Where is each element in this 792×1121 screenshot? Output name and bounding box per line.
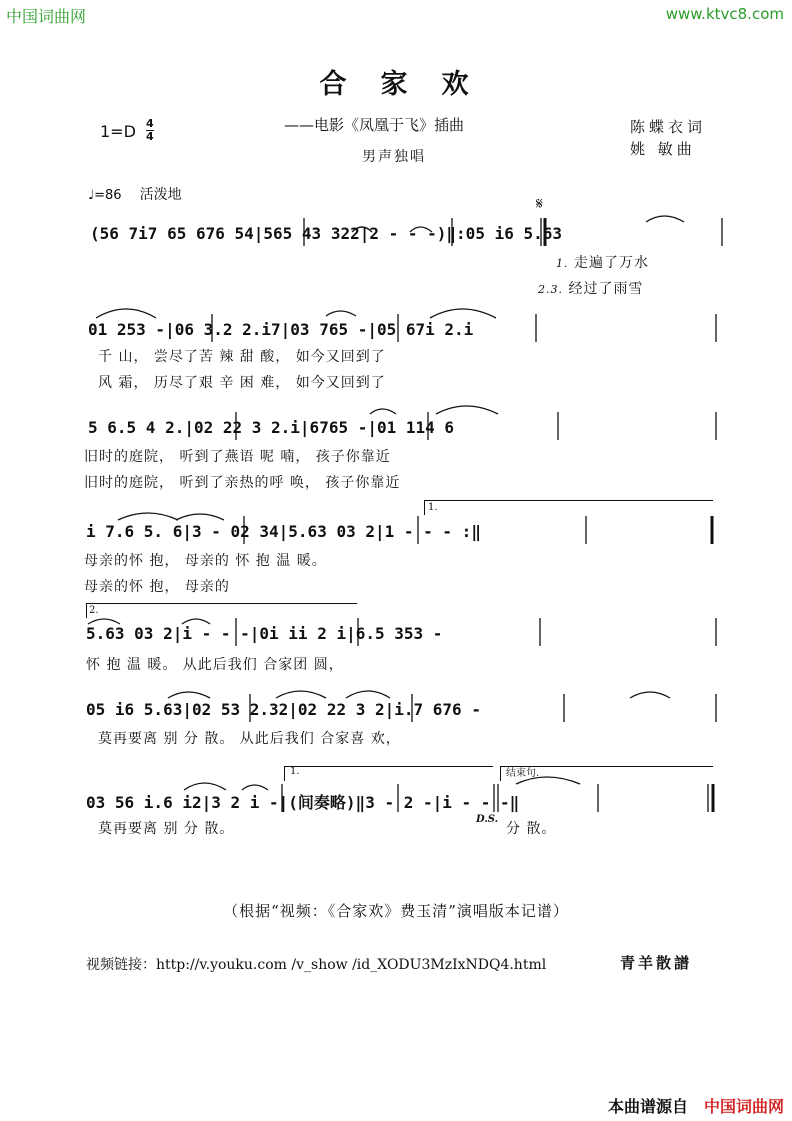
lyric-line-5: 怀 抱 温 暖。 从此后我们 合家团 圆， bbox=[86, 657, 344, 673]
verse-number: 1. bbox=[556, 257, 569, 270]
footer-source bbox=[608, 1094, 784, 1117]
volta-first-b bbox=[284, 766, 493, 781]
transcriber-signature: 青羊散譜 bbox=[620, 954, 693, 972]
tempo-value: ♩=86 bbox=[88, 188, 122, 203]
volta-second bbox=[86, 603, 357, 618]
lyric-line-6: 莫再要离 别 分 散。 从此后我们 合家喜 欢， bbox=[98, 731, 401, 747]
score-line-1: (56 7i7 65 676 54|565 43 322|2 - - -)‖:05 i6 5.63 bbox=[90, 224, 563, 243]
time-bottom: 4 bbox=[146, 130, 154, 143]
tempo-marking bbox=[88, 184, 182, 204]
lyric-line-7a: 莫再要离 别 分 散。 bbox=[98, 821, 235, 837]
credits bbox=[630, 116, 706, 160]
volta-second-label: 2. bbox=[89, 605, 99, 616]
lyric-line-2a: 千 山， 尝尽了苦 辣 甜 酸， 如今又回到了 bbox=[98, 349, 386, 365]
song-title: 合家欢 bbox=[319, 69, 503, 100]
verse-number: 2.3. bbox=[538, 283, 563, 296]
lyric-text: 经过了雨雪 bbox=[568, 281, 644, 297]
time-signature bbox=[146, 118, 154, 143]
footer-text: 本曲谱源自 bbox=[607, 1097, 688, 1116]
lyric-line-4b: 母亲的怀 抱， 母亲的 bbox=[84, 579, 230, 595]
time-top: 4 bbox=[146, 117, 154, 130]
score-line-3: 5 6.5 4 2.|02 22 3 2.i|6765 -|01 114 6 bbox=[88, 418, 455, 437]
footer-site-link[interactable]: 中国词曲网 bbox=[703, 1097, 784, 1116]
lyric-line-4a: 母亲的怀 抱， 母亲的 怀 抱 温 暖。 bbox=[84, 553, 327, 569]
lyric-line-1b bbox=[538, 278, 643, 298]
lyric-line-3a: 旧时的庭院， 听到了燕语 呢 喃， 孩子你靠近 bbox=[84, 449, 391, 465]
lyric-line-1a bbox=[556, 252, 649, 272]
score-line-4: i 7.6 5. 6|3 - 02 34|5.63 03 2|1 - - - :‖ bbox=[86, 522, 481, 541]
score-line-6: 05 i6 5.63|02 53 2.32|02 22 3 2|i.7 676 - bbox=[86, 700, 481, 719]
lyric-line-2b: 风 霜， 历尽了艰 辛 困 难， 如今又回到了 bbox=[98, 375, 386, 391]
site-url-right[interactable]: www.ktvc8.com bbox=[665, 5, 784, 23]
video-link[interactable]: 视频链接：http://v.youku.com /v_show /id_XODU3MzIxNDQ4.html bbox=[86, 957, 547, 973]
volta-first-b-label: 1. bbox=[290, 766, 300, 777]
composer: 姚 敏曲 bbox=[630, 140, 696, 158]
lyric-text: 走遍了万水 bbox=[573, 255, 649, 271]
segno-sign: 𝄋 bbox=[536, 194, 543, 213]
score-line-7: 03 56 i.6 i2|3 2 i -|(间奏略)‖3 - 2 -|i - - -‖ bbox=[86, 793, 520, 812]
tempo-style: 活泼地 bbox=[139, 187, 182, 203]
site-logo-left[interactable]: 中国词曲网 bbox=[6, 7, 87, 26]
lyric-line-7b: 分 散。 bbox=[506, 821, 557, 837]
song-subtitle: ——电影《凤凰于飞》插曲 bbox=[284, 116, 465, 134]
volta-first-label: 1. bbox=[428, 502, 438, 513]
source-note: （根据“视频：《合家欢》费玉清”演唱版本记谱） bbox=[223, 902, 569, 920]
score-line-5: 5.63 03 2|i - - -|0i ii 2 i|6.5 353 - bbox=[86, 624, 443, 643]
volta-first bbox=[424, 500, 713, 515]
key-signature: 1=D bbox=[100, 122, 136, 141]
volta-ending-label: 结束句. bbox=[506, 768, 540, 779]
singer-type: 男声独唱 bbox=[362, 149, 426, 165]
dal-segno: D.S. bbox=[476, 814, 499, 825]
score-line-2: 01 253 -|06 3.2 2.i7|03 765 -|05 67i 2.i bbox=[88, 320, 474, 339]
lyricist: 陈蝶衣词 bbox=[630, 118, 707, 136]
lyric-line-3b: 旧时的庭院， 听到了亲热的呼 唤， 孩子你靠近 bbox=[84, 475, 401, 491]
